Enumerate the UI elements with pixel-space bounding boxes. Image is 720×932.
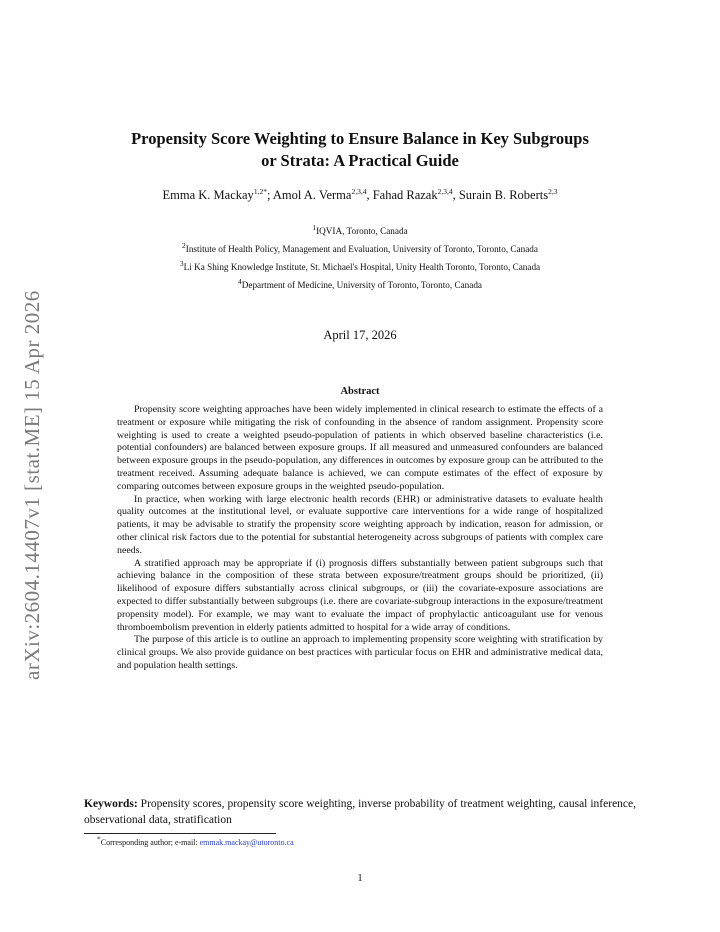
- author: Emma K. Mackay$^{1,2*}$;: [162, 186, 273, 202]
- paper-title: [80, 128, 640, 172]
- author-list: [80, 188, 640, 203]
- author: Surain B. Roberts$^{2,3}$: [458, 186, 558, 202]
- abstract-paragraph: A stratified approach may be appropriate if (i) prognosis differs substantially between patient subgroups such that achieving balance in the composition of these strata between exposure/treatment groups should be prioritized, (ii) likelihood of exposure differs substantially across clinical subgroups, or (iii) the covariate-exposure associations are expected to differ substantially between subgroups (i.e. there are covariate-subgroup interactions in the exposure/treatment propensity model). For example, we may want to evaluate the impact of prophylactic anticoagulant use for venous thromboembolism prevention in elderly patients admitted to hospital for a wide array of conditions.: [117, 557, 603, 633]
- arxiv-stamp-text: arXiv:2604.14407v1 [stat.ME] 15 Apr 2026: [20, 290, 44, 680]
- publication-date: April 17, 2026: [323, 328, 397, 342]
- author: Amol A. Verma$^{2,3,4}$,: [272, 186, 373, 202]
- affiliation: $^2$Institute of Health Policy, Management and Evaluation, University of Toronto, Toronto, Canada: [182, 240, 538, 254]
- page-number: 1: [357, 873, 363, 884]
- keywords: [84, 796, 636, 828]
- corresponding-email-link[interactable]: emmak.mackay@utoronto.ca: [199, 838, 294, 847]
- affiliation: $^4$Department of Medicine, University of Toronto, Toronto, Canada: [237, 276, 482, 290]
- keywords-text: Propensity scores, propensity score weighting, inverse probability of treatment weighting, causal inference, observational data, stratification: [84, 798, 637, 826]
- footnote-rule: [84, 833, 276, 834]
- title-line-1: Propensity Score Weighting to Ensure Balance in Key Subgroups: [131, 129, 589, 148]
- affiliation: $^3$Li Ka Shing Knowledge Institute, St. Michael's Hospital, Unity Health Toronto, Toronto, Canada: [179, 258, 541, 272]
- title-line-2: or Strata: A Practical Guide: [261, 151, 459, 170]
- abstract-paragraph: The purpose of this article is to outline an approach to implementing propensity score weighting with stratification by clinical groups. We also provide guidance on best practices with particular focus on EHR and administrative medical data, and population health settings.: [117, 634, 603, 671]
- affiliation-list: [90, 222, 630, 294]
- abstract-body: [117, 404, 603, 673]
- footnote-mark: *: [97, 834, 101, 844]
- keywords-label: Keywords:: [84, 798, 138, 810]
- footnote-label: Corresponding author; e-mail:: [100, 838, 200, 847]
- footnote: [97, 834, 617, 847]
- abstract-heading: Abstract: [340, 386, 380, 397]
- abstract-paragraph: Propensity score weighting approaches have been widely implemented in clinical research to estimate the effects of a treatment or exposure while mitigating the risk of confounding in the absence of random assignment. Propensity score weighting is used to create a weighted pseudo-population of patients in which observed baseline characteristics (i.e. potential confounders) are balanced between exposure groups. If all measured and unmeasured confounders are balanced between exposure groups in the pseudo-population, any differences in outcomes by exposure group can be attributed to the treatment received. Assuming adequate balance is achieved, we can compute estimates of the effect of exposure by comparing outcomes between exposure groups in the weighted pseudo-population.: [117, 404, 603, 492]
- arxiv-stamp: [20, 250, 50, 680]
- author: Fahad Razak$^{2,3,4}$,: [372, 186, 459, 202]
- abstract-paragraph: In practice, when working with large electronic health records (EHR) or administrative datasets to evaluate health quality outcomes at the institutional level, or evaluate supportive care interventions for a wide range of hospitalized patients, it may be advisable to stratify the propensity score weighting approach by indication, reason for admission, or other clinical risk factors due to the potential for substantial heterogeneity across subgroups of patients with complex care needs.: [117, 493, 603, 556]
- affiliation: $^1$IQVIA, Toronto, Canada: [312, 222, 408, 236]
